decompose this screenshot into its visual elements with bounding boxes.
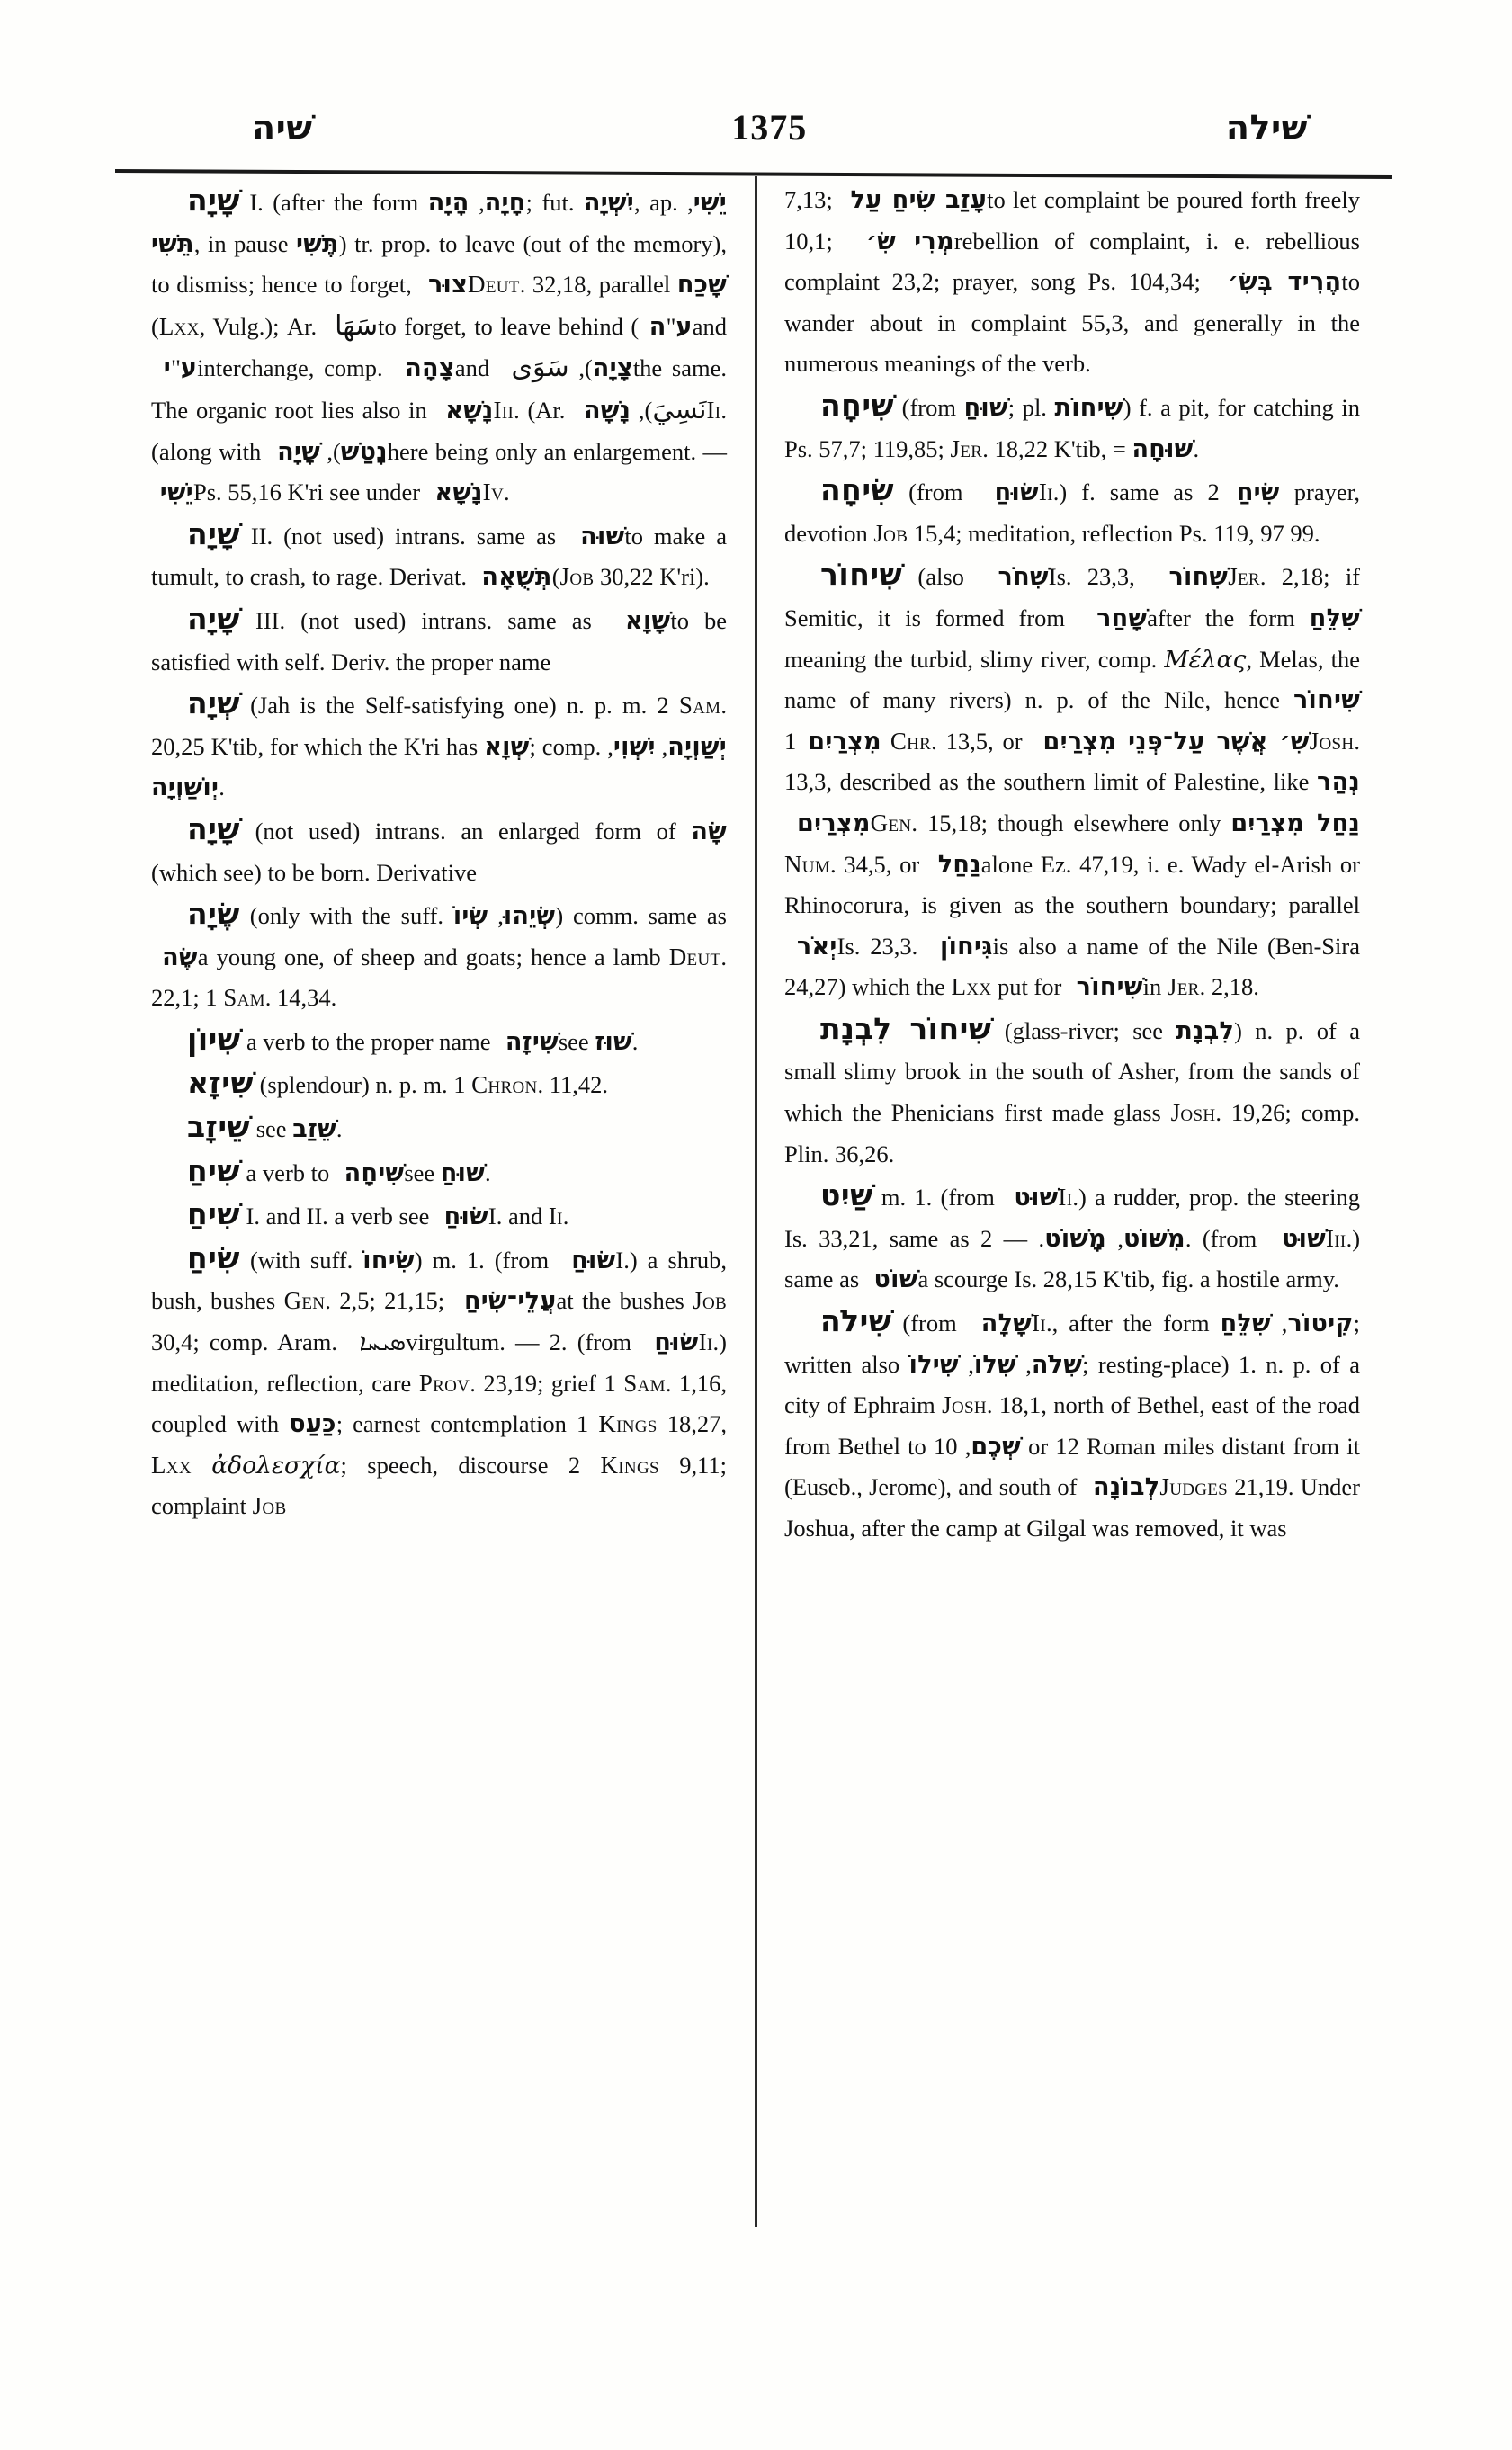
book-abbreviation: Job xyxy=(559,563,595,591)
dictionary-entry: שֵׁיזָב see שֵׁזַב. xyxy=(187,1109,343,1145)
hebrew-text: שִׁיחָה xyxy=(335,1158,405,1187)
hebrew-text: שׁוּט xyxy=(1267,1224,1327,1253)
book-abbreviation: Chr xyxy=(890,727,932,755)
hebrew-text: שׂוּחַ xyxy=(977,478,1039,507)
hebrew-text: קִיטוֹר xyxy=(1287,1310,1354,1338)
page-number: 1375 xyxy=(731,107,808,148)
hebrew-text: נָשָׁא xyxy=(434,396,494,425)
entry-lemma: שִׂיחַ xyxy=(187,1239,240,1275)
entry-roman-numeral: II. xyxy=(250,522,273,550)
dictionary-entry: שְׁיָה (Jah is the Self-satisfying one) n. p. m. 2 Sam. 20,25 K'tib, for which the K'ri has שְׁוָא; comp. יְשַׁוְיָה, יִשְׁוִי, יְוֹשַׁוְיָה. xyxy=(151,685,727,802)
hebrew-text: יִשְׁיָה xyxy=(583,189,635,217)
book-abbreviation: Ii xyxy=(706,396,721,424)
hebrew-text: שִׁיחוֹר xyxy=(1067,973,1143,1002)
book-abbreviation: Judges xyxy=(1159,1473,1229,1501)
entry-lemma: שַׁיִט xyxy=(820,1177,873,1213)
entry-lemma: שֵׁיזָב xyxy=(187,1109,251,1145)
dictionary-entry: שָׁיָה III. (not used) intrans. same as שָׁוָא to be satisfied with self. Deriv. the proper name xyxy=(151,600,728,675)
hebrew-text: נַחַל xyxy=(926,850,981,879)
hebrew-text: תֶּשִׁי xyxy=(296,229,339,258)
hebrew-text: שׁוּחַ xyxy=(440,1158,485,1187)
book-abbreviation: Ii xyxy=(1038,478,1053,506)
book-abbreviation: Job xyxy=(873,519,908,547)
hebrew-text: נָטַשׁ xyxy=(340,437,388,466)
hebrew-text: שִׁילוֹ xyxy=(908,1350,959,1379)
entry-lemma: שָׁיָה xyxy=(187,515,240,551)
hebrew-text: צוּר xyxy=(418,271,469,300)
hebrew-text: יִשְׁוִי xyxy=(613,732,656,761)
dictionary-entry: 7,13; עָזַב שִׂיחַ עַל to let complaint be poured forth freely 10,1; מְרִי שִׂ׳ rebellion of complaint, i. e. rebellious complaint 23,2; prayer, song Ps. 104,34; הֶרִיד בְּשִׂ׳ to wander about in complaint 55,3, and generally in the numerous meanings of the verb. xyxy=(784,186,1360,378)
entry-lemma: שִׁיחָה xyxy=(820,387,895,423)
book-abbreviation: Jer xyxy=(1167,973,1200,1001)
hebrew-text: שָׂה xyxy=(691,817,727,845)
hebrew-text: צָיָה xyxy=(592,354,633,383)
hebrew-text: לְבוֹנָה xyxy=(1083,1473,1160,1502)
entry-lemma: שִׁיוֹן xyxy=(187,1021,241,1057)
hebrew-text: שִׁחוֹר xyxy=(1150,563,1229,592)
hebrew-text: שִׁיזָה xyxy=(497,1027,559,1056)
hebrew-text: שְׁוָא xyxy=(484,732,530,761)
book-abbreviation: Kings xyxy=(600,1451,659,1479)
entry-lemma: שִׁיחַ xyxy=(187,1152,240,1188)
hebrew-text: שָׁיָה xyxy=(267,437,320,466)
greek-text: ἀδολεσχία xyxy=(211,1451,341,1480)
book-abbreviation: Chron xyxy=(471,1071,538,1099)
entry-roman-numeral: I. xyxy=(249,189,264,216)
running-head-left-hebrew: שׁיה xyxy=(252,108,313,148)
hebrew-text: נָשָׁא xyxy=(425,478,483,507)
dictionary-entry: שִׁיחַ I. and II. a verb see שׂוּחַ I. and Ii. xyxy=(187,1196,569,1232)
entry-lemma: שְׁיָה xyxy=(187,685,240,721)
entry-lemma: שִׁיחוֹר xyxy=(820,557,903,593)
dictionary-entry: שִׁיחוֹר לִבְנָת (glass-river; see לִבְנָת) n. p. of a small slimy brook in the south of Asher, from the sands of which the Phenicians first made glass Josh. 19,26; comp. Plin. 36,26. xyxy=(784,1010,1360,1167)
greek-text: Μέλας xyxy=(1164,645,1247,674)
hebrew-text: חָיָה xyxy=(484,189,526,217)
dictionary-entry: שִׁיחַ a verb to שִׁיחָה see שׁוּחַ. xyxy=(187,1152,491,1188)
hebrew-text: נָשָׁה xyxy=(573,396,631,425)
book-abbreviation: Ii xyxy=(1058,1184,1073,1212)
hebrew-text: הֶרִיד בְּשִׂ׳ xyxy=(1212,268,1342,297)
hebrew-text: י xyxy=(151,354,172,383)
dictionary-entry: שִׂיחָה (from שׂוּחַ Ii.) f. same as שִׂיחַ 2 prayer, devotion Job 15,4; meditation, reflection Ps. 119, 97 99. xyxy=(784,472,1360,547)
hebrew-text: שׁוּחַ xyxy=(963,393,1008,422)
entry-roman-numeral: I. and II. xyxy=(246,1203,328,1230)
hebrew-text: שִׂיחוֹ xyxy=(362,1246,415,1274)
hebrew-text: יְשַׁוְיָה xyxy=(667,732,727,761)
book-abbreviation: Gen xyxy=(870,809,912,836)
hebrew-text: מְרִי שִׂ׳ xyxy=(847,227,954,255)
book-abbreviation: Ii xyxy=(1032,1310,1046,1337)
hebrew-text: שְׁכֶם xyxy=(971,1432,1021,1461)
hebrew-text: שׁוּז xyxy=(595,1027,632,1056)
hebrew-text: שׂוּחַ xyxy=(434,1203,488,1231)
hebrew-text: שִׁלוֹ xyxy=(973,1350,1016,1379)
dictionary-entry: שָׁיָה I. (after the form חָיָה, הָיָה ; fut. יִשְׁיָה, ap. יֵשִׁי, תֵּשִׁי, in pause תֶּשִׁי) tr. prop. to leave (out of the memory), to dismiss; hence to forget, צוּר Deut. 32,18, parallel שָׁכַח (Lxx, Vulg.); Ar. سَهَا to forget, to leave behind ( ע"ה and ע"י interchange, comp. צָהָה and צָיָה), سَوَى the same. The organic root lies also in נָשָׁא Iii. (Ar. نَسِيَ), נָשָׁה Ii. (along with נָטַשׁ), שָׁיָה here being only an enlargement. — יֵשִׁי Ps. 55,16 K'ri see under נָשָׁא Iv. xyxy=(151,183,728,507)
book-abbreviation: Jer xyxy=(1228,563,1260,591)
hebrew-text: תְּשֻׁאָה xyxy=(472,563,552,592)
dictionary-entry: שַׁיִט m. 1. (from שׁוּט Ii.) a rudder, prop. the steering Is. 33,21, same as מִשּׁוֹט, מָשׁוֹט. — 2. (from שׁוּט Iii.) same as שׁוֹט a scourge Is. 28,15 K'tib, fig. a hostile army. xyxy=(784,1177,1361,1294)
book-abbreviation: Lxx xyxy=(151,1451,192,1479)
book-abbreviation: Num xyxy=(784,850,831,878)
hebrew-text: מִשּׁוֹט xyxy=(1123,1224,1185,1253)
left-column xyxy=(151,180,727,1527)
entry-lemma: שִׁיזָא xyxy=(187,1065,254,1101)
hebrew-text: שׂוּחַ xyxy=(641,1328,699,1357)
hebrew-text: שִׁלֵּחַ xyxy=(1220,1310,1271,1338)
hebrew-text: שִׁיחוֹת xyxy=(1054,393,1123,422)
entry-lemma: שֶׂיָה xyxy=(187,896,240,932)
book-abbreviation: Sam xyxy=(223,984,265,1012)
book-abbreviation: Kings xyxy=(598,1410,658,1438)
dictionary-entry: שִׁיחָה (from שׁוּחַ; pl. שִׁיחוֹת) f. a pit, for catching in Ps. 57,7; 119,85; Jer. 18,22 K'tib, = שׁוּחָה. xyxy=(784,387,1360,463)
hebrew-text: שִׁלֵּחַ xyxy=(1309,604,1360,632)
dictionary-entry: שִׁיזָא (splendour) n. p. m. 1 Chron. 11,42. xyxy=(187,1065,609,1101)
dictionary-entry: שִׂיחַ (with suff. שִׂיחוֹ) m. 1. (from שׂוּחַ I.) a shrub, bush, bushes Gen. 2,5; 21,15; עֲלֵי־שִׂיחַ at the bushes Job 30,4; comp. Aram. ܣܝܚܐ virgultum. — 2. (from שׂוּחַ Ii.) meditation, reflection, care Prov. 23,19; grief 1 Sam. 1,16, coupled with כַּעַס; earnest contemplation 1 Kings 18,27, Lxx ἀδολεσχία; speech, discourse 2 Kings 9,11; complaint Job xyxy=(151,1239,727,1520)
book-abbreviation: Job xyxy=(693,1287,727,1315)
book-abbreviation: Deut xyxy=(668,943,721,970)
hebrew-text: שָׁכַח xyxy=(676,271,728,300)
hebrew-text: ה xyxy=(639,312,667,341)
hebrew-text: שָׁחַר xyxy=(1079,604,1148,632)
hebrew-text: שׁוּה xyxy=(567,522,625,550)
arabic-text: نَسِيَ xyxy=(652,393,707,425)
hebrew-text: שִׁחֹר xyxy=(980,563,1049,592)
hebrew-text: יְוֹשַׁוְיָה xyxy=(151,773,219,802)
hebrew-text: יֵשִׁי xyxy=(151,478,193,507)
hebrew-text: שׁוּט xyxy=(1003,1184,1059,1212)
right-column xyxy=(784,180,1360,1550)
hebrew-text: שֶׂה xyxy=(151,943,198,971)
book-abbreviation: Sam xyxy=(678,692,721,720)
entry-roman-numeral: III. xyxy=(255,606,286,634)
dictionary-entry: שִׁיוֹן a verb to the proper name שִׁיזָה see שׁוּז. xyxy=(187,1021,639,1057)
book-abbreviation: Iii xyxy=(1326,1224,1346,1252)
hebrew-text: נַחַל מִצְרַיִם xyxy=(1230,809,1360,837)
book-abbreviation: Ii xyxy=(548,1203,563,1230)
book-abbreviation: Job xyxy=(252,1492,287,1520)
hebrew-text: שִׂיחַ xyxy=(1219,478,1280,507)
hebrew-text: שִׁיחוֹר מִצְרַיִם xyxy=(796,686,1360,756)
book-abbreviation: Josh xyxy=(942,1391,987,1419)
hebrew-text: מָשׁוֹט xyxy=(1044,1224,1107,1253)
entry-lemma: שִׁילֹה xyxy=(820,1303,892,1339)
book-abbreviation: Josh xyxy=(1170,1099,1216,1127)
hebrew-text: יֵשִׁי xyxy=(693,189,728,217)
hebrew-text: שֵׁזַב xyxy=(292,1115,336,1144)
arabic-text: سَهَا xyxy=(324,309,379,342)
hebrew-text: שִׁלֹה xyxy=(1031,1350,1083,1379)
hebrew-text: שׁוֹט xyxy=(864,1265,918,1294)
book-abbreviation: Gen xyxy=(283,1287,326,1315)
book-abbreviation: Sam xyxy=(623,1369,666,1397)
book-abbreviation: Iii xyxy=(493,396,514,424)
book-abbreviation: Josh xyxy=(1309,727,1355,755)
hebrew-text: תֵּשִׁי xyxy=(151,229,194,258)
hebrew-text: שׁוּחָה xyxy=(1132,434,1194,463)
book-abbreviation: Iv xyxy=(482,478,504,506)
hebrew-text: עָזַב שִׂיחַ עַל xyxy=(840,186,988,214)
hebrew-text: ע xyxy=(180,354,198,383)
hebrew-text: עֲלֵי־שִׂיחַ xyxy=(452,1287,557,1316)
hebrew-text: שָׁוָא xyxy=(606,606,671,635)
hebrew-text: יְאֹר xyxy=(784,932,837,961)
hebrew-text: לִבְנָת xyxy=(1176,1016,1235,1045)
book-abbreviation: Lxx xyxy=(158,312,200,340)
book-abbreviation: Prov xyxy=(418,1369,470,1397)
book-abbreviation: Ii xyxy=(698,1328,713,1356)
hebrew-text: גִּיחוֹן xyxy=(927,932,993,961)
syriac-text: ܣܝܚܐ xyxy=(347,1328,407,1357)
entry-lemma: שָׁיָה xyxy=(187,810,240,846)
entry-lemma: שִׁיחוֹר לִבְנָת xyxy=(820,1010,992,1046)
dictionary-entry: שָׁיָה (not used) intrans. an enlarged form of שָׂה (which see) to be born. Derivative xyxy=(151,810,727,886)
hebrew-text: הָיָה xyxy=(427,189,470,217)
entry-lemma: שָׁיָה xyxy=(187,183,240,218)
hebrew-text: צָהָה xyxy=(392,354,455,383)
hebrew-text: שְׂיוֹ xyxy=(452,902,488,931)
entry-lemma: שָׁיָה xyxy=(187,600,240,636)
running-head xyxy=(180,106,1349,160)
hebrew-text: שָׁלָה xyxy=(967,1310,1033,1338)
hebrew-text: שׂוּחַ xyxy=(559,1246,616,1274)
arabic-text: سَوَى xyxy=(498,352,569,384)
book-abbreviation: Lxx xyxy=(951,973,992,1001)
hebrew-text: שְׂיֵהוּ xyxy=(503,902,556,931)
dictionary-entry: שִׁילֹה (from שָׁלָה Ii., after the form קִיטוֹר, שִׁלֵּחַ ; written also שִׁלֹה, שִׁלוֹ, שִׁילוֹ ; resting-place) 1. n. p. of a city of Ephraim Josh. 18,1, north of Bethel, east of the road from Bethel to שְׁכֶם, 10 or 12 Roman miles distant from it (Euseb., Jerome), and south of לְבוֹנָה Judges 21,19. Under Joshua, after the camp at Gilgal was removed, it was xyxy=(784,1303,1361,1542)
hebrew-text: שִׁ׳ אֲשֶׁר עַל־פְּנֵי מִצְרַיִם xyxy=(1031,727,1310,756)
header-rule xyxy=(115,169,1392,179)
hebrew-text: כַּעַס xyxy=(289,1410,336,1439)
dictionary-entry: שֶׂיָה (only with the suff. שְׂיֵהוּ, שְׂיוֹ ) comm. same as שֶׂה a young one, of sheep and goats; hence a lamb Deut. 22,1; 1 Sam. 14,34. xyxy=(151,896,727,1012)
column-divider xyxy=(755,176,757,2227)
book-abbreviation: Deut xyxy=(468,271,520,299)
running-head-right-hebrew: שׁילה xyxy=(1225,108,1308,148)
book-abbreviation: Jer xyxy=(950,434,983,462)
hebrew-text: ע xyxy=(675,312,693,341)
entry-lemma: שִׁיחַ xyxy=(187,1196,240,1232)
entry-lemma: שִׂיחָה xyxy=(820,472,895,508)
dictionary-entry: שִׁיחוֹר (also שִׁחֹר Is. 23,3, שִׁחוֹר Jer. 2,18; if Semitic, it is formed from שָׁחַר after the form שִׁלֵּחַ meaning the turbid, slimy river, comp. Μέλας, Melas, the name of many rivers) n. p. of the Nile, hence שִׁיחוֹר מִצְרַיִם 1 Chr. 13,5, or שִׁ׳ אֲשֶׁר עַל־פְּנֵי מִצְרַיִם Josh. 13,3, described as the southern limit of Palestine, like נְהַר מִצְרַיִם Gen. 15,18; though elsewhere only נַחַל מִצְרַיִם Num. 34,5, or נַחַל alone Ez. 47,19, i. e. Wady el-Arish or Rhinocorura, is given as the southern boundary; parallel יְאֹר Is. 23,3. גִּיחוֹן is also a name of the Nile (Ben-Sira 24,27) which the Lxx put for שִׁיחוֹר in Jer. 2,18. xyxy=(784,557,1361,1002)
dictionary-entry: שָׁיָה II. (not used) intrans. same as שׁוּה to make a tumult, to crash, to rage. Derivat. תְּשֻׁאָה (Job 30,22 K'ri). xyxy=(151,515,727,592)
hebrew-text: נְהַר מִצְרַיִם xyxy=(784,768,1360,837)
